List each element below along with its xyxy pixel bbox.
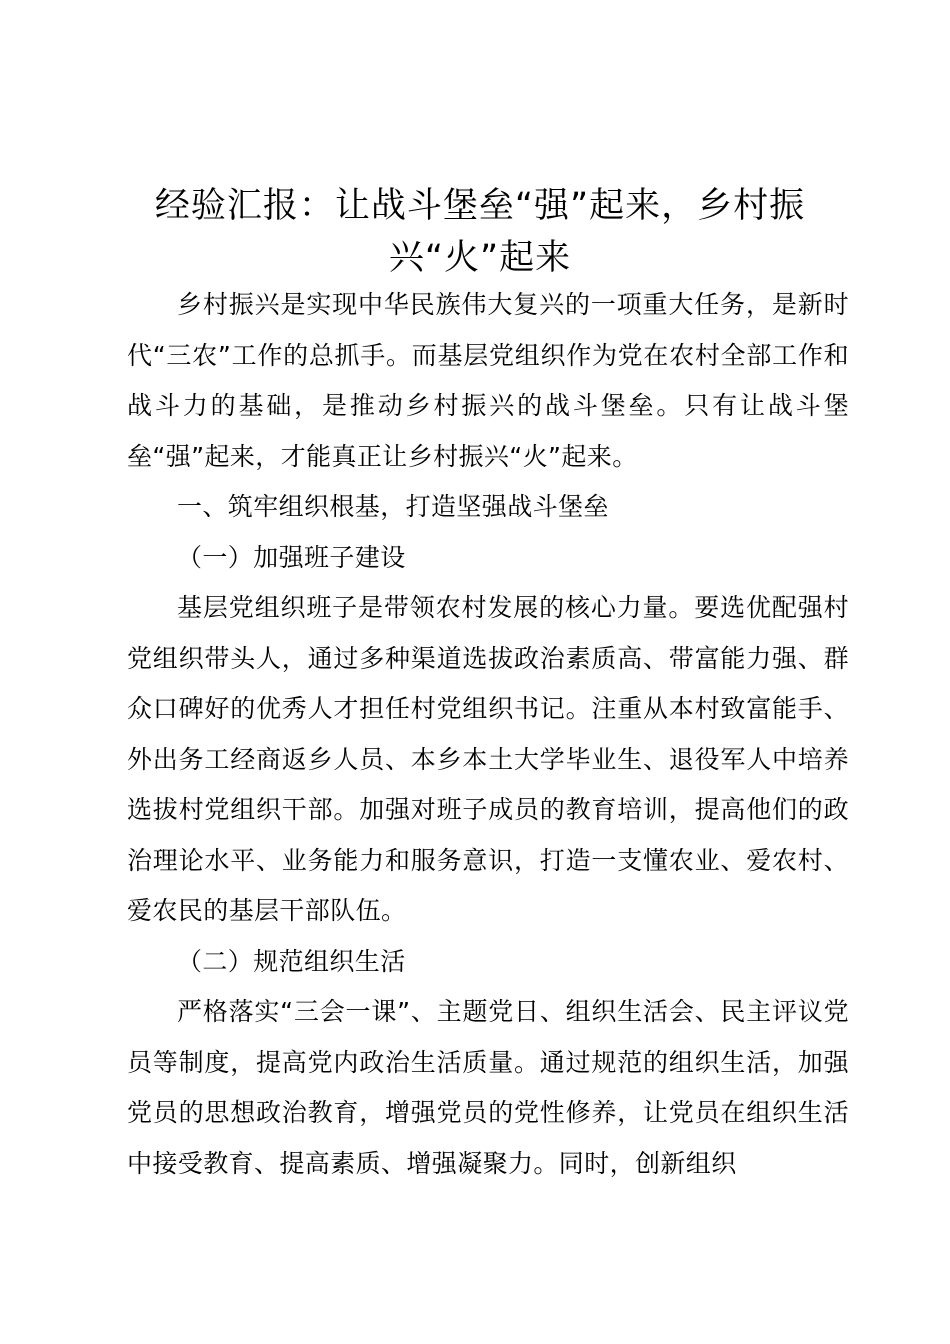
document-title: 经验汇报：让战斗堡垒“强”起来，乡村振兴“火”起来 bbox=[154, 186, 806, 278]
body-paragraph: 严格落实“三会一课”、主题党日、组织生活会、民主评议党员等制度，提高党内政治生活质量。通过规范的组织生活，加强党员的思想政治教育，增强党员的党性修养，让党员在组织生活中接受教育、提高素质、增强凝聚力。同时，创新组织 bbox=[127, 997, 849, 1178]
subsection-heading-2: （二）规范组织生活 bbox=[177, 946, 406, 976]
subsection-heading-1: （一）加强班子建设 bbox=[177, 542, 406, 572]
intro-paragraph: 乡村振兴是实现中华民族伟大复兴的一项重大任务，是新时代“三农”工作的总抓手。而基层党组织作为党在农村全部工作和战斗力的基础，是推动乡村振兴的战斗堡垒。只有让战斗堡垒“强”起来，才能真正让乡村振兴“火”起来。 bbox=[127, 290, 849, 471]
body-paragraph: 基层党组织班子是带领农村发展的核心力量。要选优配强村党组织带头人，通过多种渠道选拔政治素质高、带富能力强、群众口碑好的优秀人才担任村党组织书记。注重从本村致富能手、外出务工经商返乡人员、本乡本土大学毕业生、退役军人中培养选拔村党组织干部。加强对班子成员的教育培训，提高他们的政治理论水平、业务能力和服务意识，打造一支懂农业、爱农村、爱农民的基层干部队伍。 bbox=[127, 593, 849, 925]
document-body bbox=[127, 280, 849, 1189]
section-heading-1: 一、筑牢组织根基，打造坚强战斗堡垒 bbox=[177, 492, 609, 521]
